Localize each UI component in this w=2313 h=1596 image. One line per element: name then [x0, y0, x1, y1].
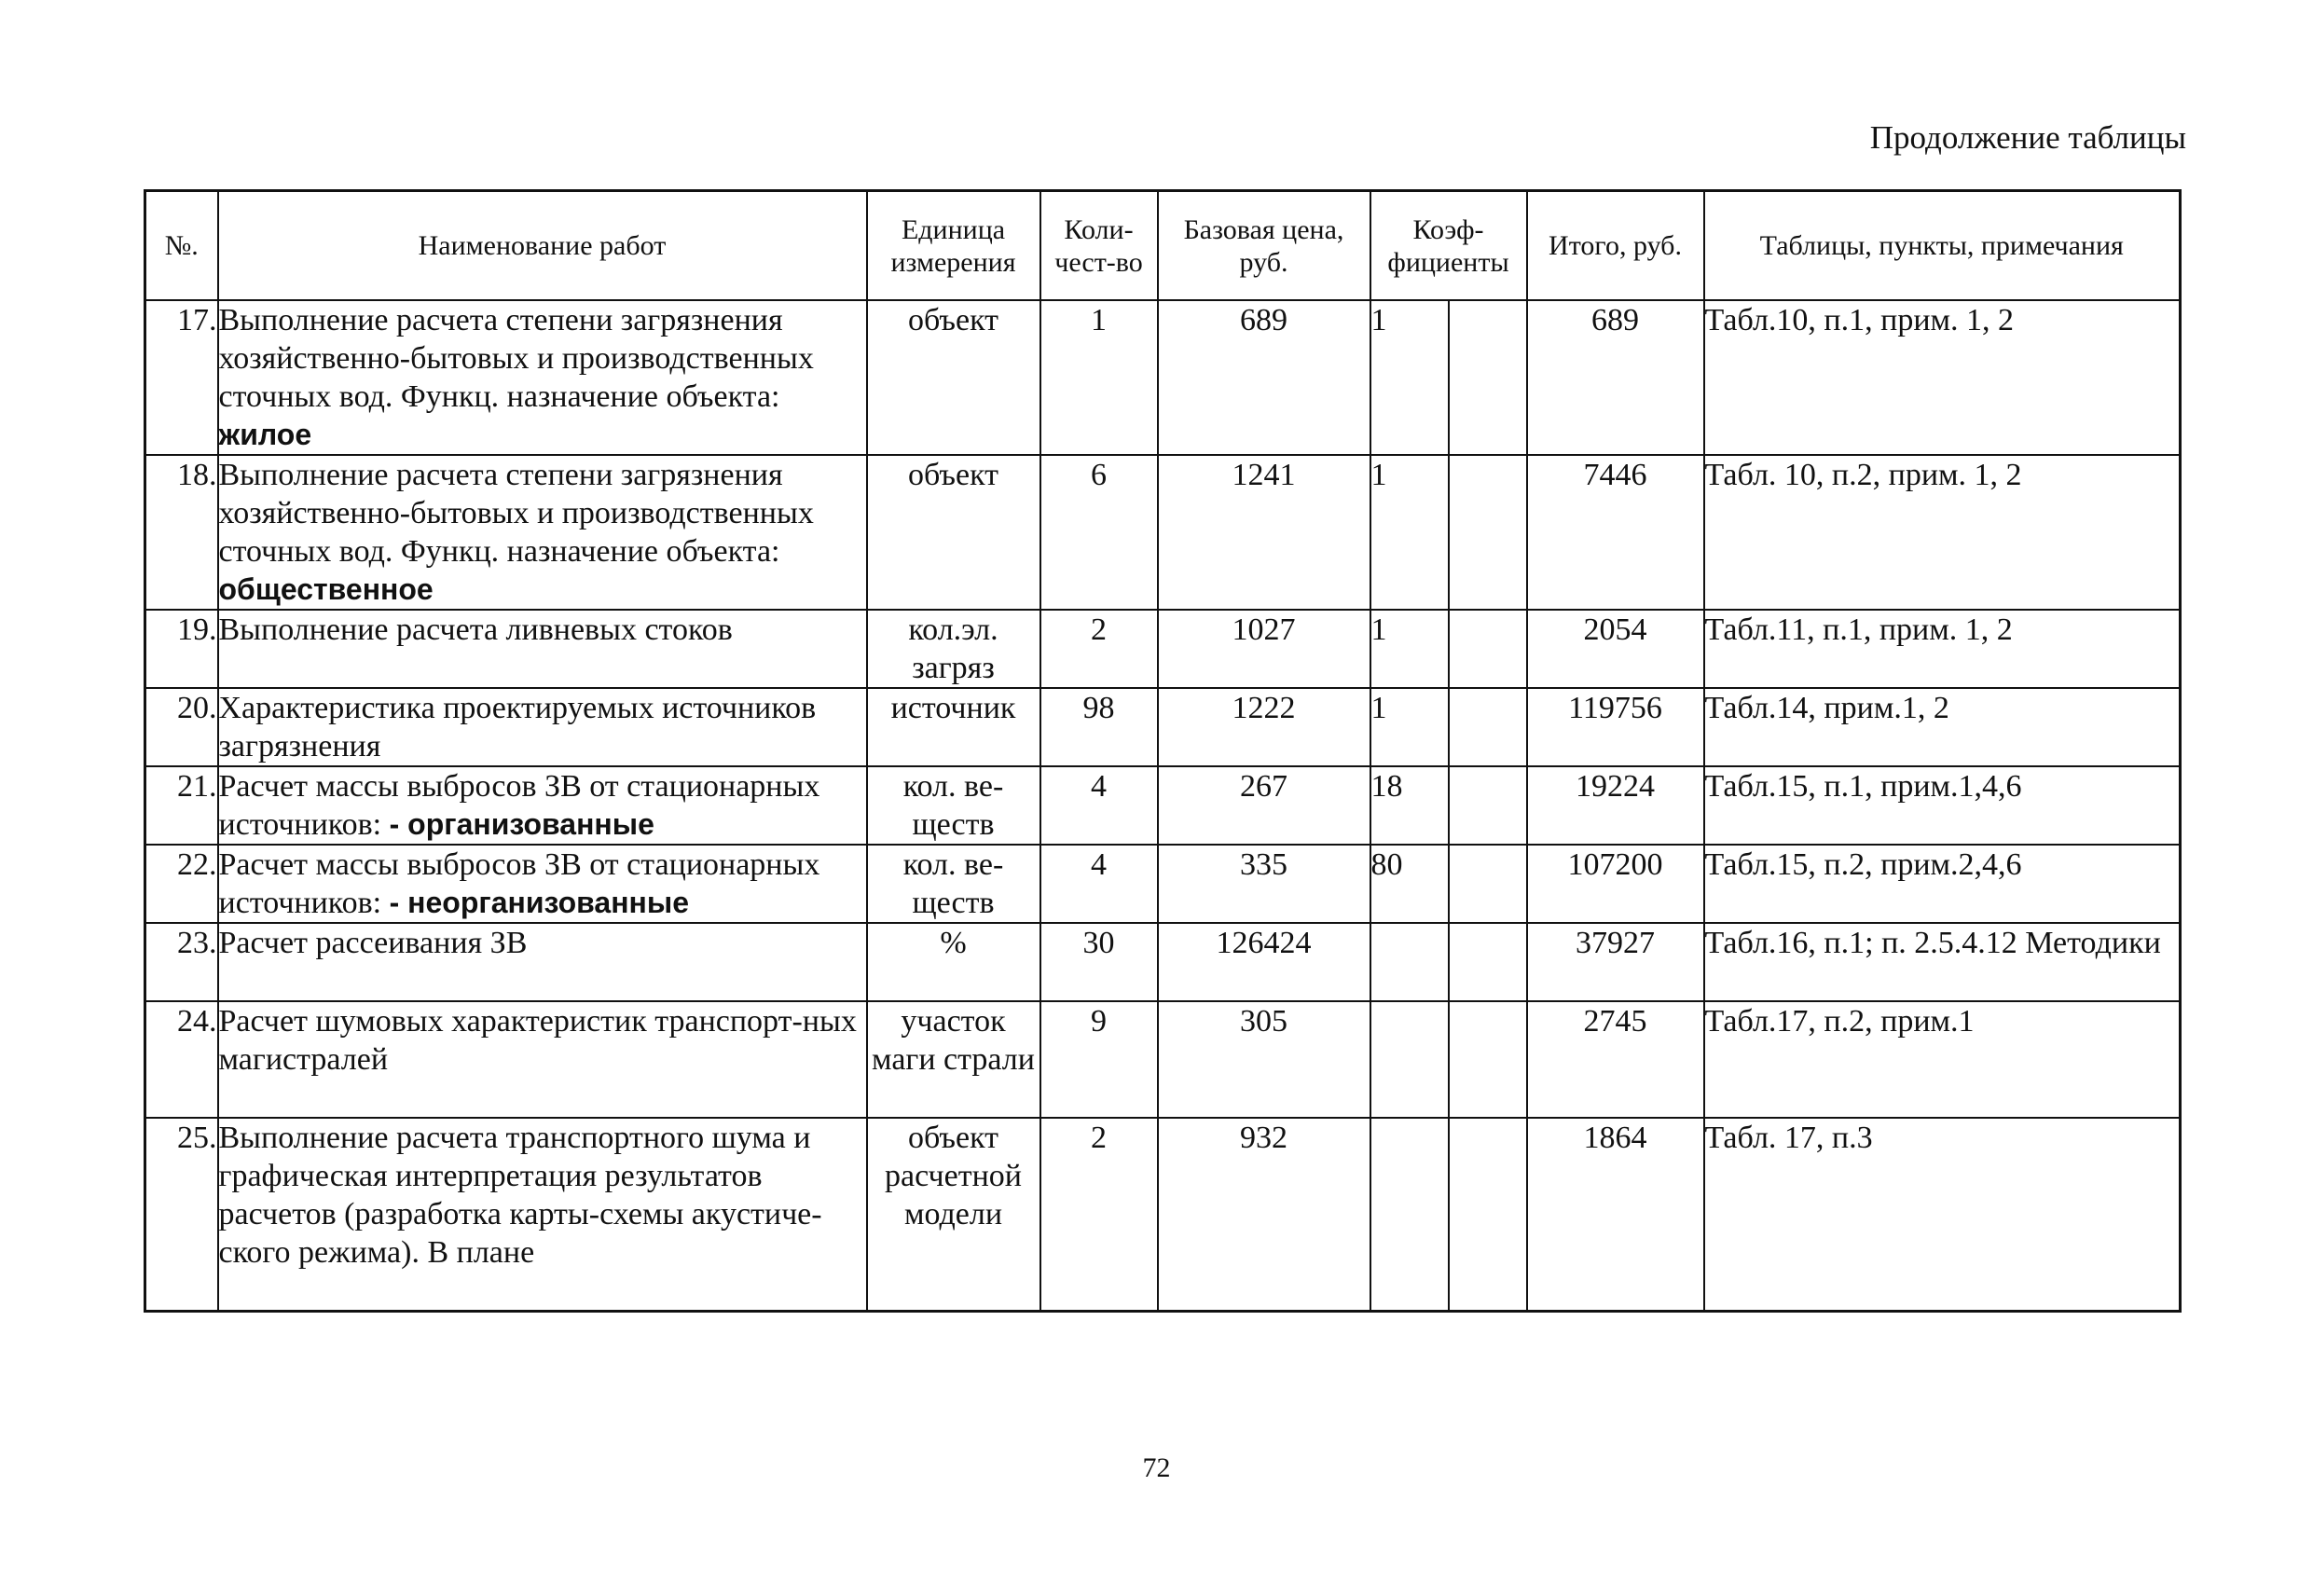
base-price-cell: 932 — [1158, 1118, 1370, 1312]
col-header-coef: Коэф-фициенты — [1370, 191, 1527, 301]
coefficient-1-cell: 1 — [1370, 455, 1449, 610]
base-price-cell: 335 — [1158, 845, 1370, 923]
table-row — [145, 1118, 2181, 1312]
coefficient-1-cell — [1370, 1001, 1449, 1118]
col-header-note: Таблицы, пункты, примечания — [1704, 191, 2181, 301]
col-header-price: Базовая цена, руб. — [1158, 191, 1370, 301]
unit-cell: кол.эл. загряз — [867, 610, 1040, 688]
work-name-text: Расчет шумовых характеристик транспорт-ных магистралей — [218, 1004, 857, 1077]
note-cell: Табл.17, п.2, прим.1 — [1704, 1001, 2181, 1118]
work-name — [218, 610, 867, 688]
col-header-name: Наименование работ — [218, 191, 867, 301]
row-number: 19. — [145, 610, 218, 688]
row-number: 24. — [145, 1001, 218, 1118]
quantity-cell: 98 — [1040, 688, 1158, 766]
quantity-cell: 2 — [1040, 1118, 1158, 1312]
table-row — [145, 688, 2181, 766]
work-name-text: Выполнение расчета степени загрязнения хозяйственно-бытовых и производственных сточных вод. Функц. назначение объекта: — [218, 458, 814, 569]
table-row — [145, 610, 2181, 688]
coefficient-1-cell: 18 — [1370, 766, 1449, 845]
row-number: 20. — [145, 688, 218, 766]
quantity-cell: 6 — [1040, 455, 1158, 610]
work-name — [218, 766, 867, 845]
note-cell: Табл.15, п.2, прим.2,4,6 — [1704, 845, 2181, 923]
work-name-emphasis: общественное — [218, 572, 434, 606]
unit-cell: участок маги страли — [867, 1001, 1040, 1118]
table-row — [145, 845, 2181, 923]
total-cell: 19224 — [1527, 766, 1704, 845]
unit-cell: % — [867, 923, 1040, 1001]
coefficient-2-cell — [1449, 455, 1527, 610]
work-name-text: Выполнение расчета ливневых стоков — [218, 612, 733, 647]
coefficient-1-cell: 1 — [1370, 610, 1449, 688]
quantity-cell: 2 — [1040, 610, 1158, 688]
total-cell: 689 — [1527, 300, 1704, 455]
row-number: 23. — [145, 923, 218, 1001]
coefficient-2-cell — [1449, 610, 1527, 688]
note-cell: Табл. 10, п.2, прим. 1, 2 — [1704, 455, 2181, 610]
work-name-text: Характеристика проектируемых источников загрязнения — [218, 691, 817, 764]
table-row — [145, 923, 2181, 1001]
work-name-text: Выполнение расчета транспортного шума и графическая интерпретация результатов расчетов (разработка карты-схемы акустиче-ского режима). В плане — [218, 1121, 822, 1270]
row-number: 17. — [145, 300, 218, 455]
work-name-text: Расчет рассеивания ЗВ — [218, 926, 528, 960]
coefficient-2-cell — [1449, 300, 1527, 455]
work-name — [218, 455, 867, 610]
work-name — [218, 1001, 867, 1118]
coefficient-2-cell — [1449, 923, 1527, 1001]
base-price-cell: 267 — [1158, 766, 1370, 845]
work-name-text: Выполнение расчета степени загрязнения хозяйственно-бытовых и производственных сточных вод. Функц. назначение объекта: — [218, 303, 814, 414]
row-number: 22. — [145, 845, 218, 923]
coefficient-1-cell: 1 — [1370, 300, 1449, 455]
unit-cell: объект расчетной модели — [867, 1118, 1040, 1312]
coefficient-2-cell — [1449, 1118, 1527, 1312]
base-price-cell: 1241 — [1158, 455, 1370, 610]
total-cell: 2745 — [1527, 1001, 1704, 1118]
unit-cell: объект — [867, 455, 1040, 610]
page-number: 72 — [1142, 1452, 1171, 1483]
work-name-emphasis: - неорганизованные — [389, 886, 689, 919]
quantity-cell: 1 — [1040, 300, 1158, 455]
coefficient-1-cell — [1370, 1118, 1449, 1312]
work-name-text: Расчет массы выбросов ЗВ от стационарных источников: — [218, 769, 820, 842]
table-row — [145, 766, 2181, 845]
row-number: 21. — [145, 766, 218, 845]
row-number: 18. — [145, 455, 218, 610]
col-header-qty: Коли-чест-во — [1040, 191, 1158, 301]
table-continuation-label: Продолжение таблицы — [1869, 119, 2186, 156]
table-header-row — [145, 191, 2181, 301]
work-name-emphasis: жилое — [218, 418, 312, 451]
quantity-cell: 4 — [1040, 845, 1158, 923]
table-row — [145, 455, 2181, 610]
unit-cell: источник — [867, 688, 1040, 766]
base-price-cell: 1222 — [1158, 688, 1370, 766]
work-name — [218, 1118, 867, 1312]
note-cell: Табл.10, п.1, прим. 1, 2 — [1704, 300, 2181, 455]
total-cell: 7446 — [1527, 455, 1704, 610]
total-cell: 2054 — [1527, 610, 1704, 688]
coefficient-1-cell — [1370, 923, 1449, 1001]
unit-cell: кол. ве-ществ — [867, 845, 1040, 923]
work-name-text: Расчет массы выбросов ЗВ от стационарных источников: — [218, 847, 820, 920]
note-cell: Табл.16, п.1; п. 2.5.4.12 Методики — [1704, 923, 2181, 1001]
coefficient-1-cell: 1 — [1370, 688, 1449, 766]
base-price-cell: 1027 — [1158, 610, 1370, 688]
note-cell: Табл.14, прим.1, 2 — [1704, 688, 2181, 766]
work-name — [218, 300, 867, 455]
coefficient-1-cell: 80 — [1370, 845, 1449, 923]
total-cell: 1864 — [1527, 1118, 1704, 1312]
note-cell: Табл. 17, п.3 — [1704, 1118, 2181, 1312]
quantity-cell: 9 — [1040, 1001, 1158, 1118]
coefficient-2-cell — [1449, 1001, 1527, 1118]
total-cell: 37927 — [1527, 923, 1704, 1001]
coefficient-2-cell — [1449, 766, 1527, 845]
table-row — [145, 300, 2181, 455]
note-cell: Табл.11, п.1, прим. 1, 2 — [1704, 610, 2181, 688]
work-name — [218, 688, 867, 766]
quantity-cell: 30 — [1040, 923, 1158, 1001]
unit-cell: объект — [867, 300, 1040, 455]
works-table — [144, 189, 2182, 1313]
work-name — [218, 923, 867, 1001]
col-header-num: №. — [145, 191, 218, 301]
coefficient-2-cell — [1449, 688, 1527, 766]
coefficient-2-cell — [1449, 845, 1527, 923]
base-price-cell: 689 — [1158, 300, 1370, 455]
total-cell: 119756 — [1527, 688, 1704, 766]
table-row — [145, 1001, 2181, 1118]
total-cell: 107200 — [1527, 845, 1704, 923]
row-number: 25. — [145, 1118, 218, 1312]
work-name — [218, 845, 867, 923]
unit-cell: кол. ве-ществ — [867, 766, 1040, 845]
base-price-cell: 305 — [1158, 1001, 1370, 1118]
base-price-cell: 126424 — [1158, 923, 1370, 1001]
col-header-unit: Единица измерения — [867, 191, 1040, 301]
quantity-cell: 4 — [1040, 766, 1158, 845]
note-cell: Табл.15, п.1, прим.1,4,6 — [1704, 766, 2181, 845]
work-name-emphasis: - организованные — [389, 807, 654, 841]
col-header-total: Итого, руб. — [1527, 191, 1704, 301]
